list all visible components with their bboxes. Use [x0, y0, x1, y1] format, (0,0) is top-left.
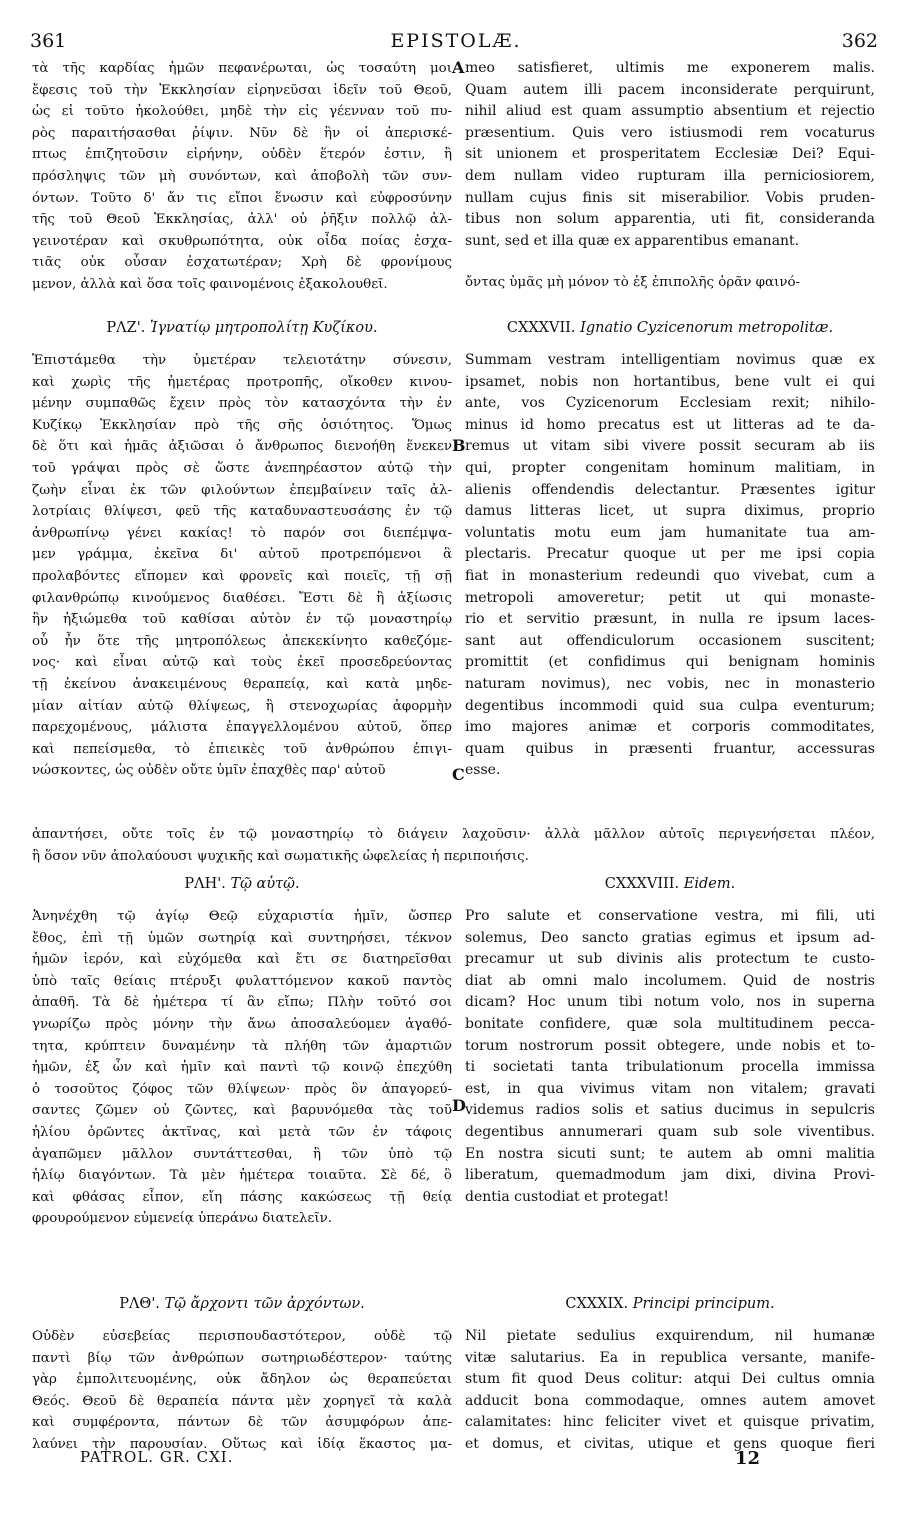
latin-title-137: CXXXVII. Ignatio Cyzicenorum metropolitæ.	[506, 320, 834, 336]
text-line: ζωὴν εἶναι ἐκ τῶν φιλούντων ἐπεμβαίνειν ταῖς ἀλ-	[32, 482, 452, 498]
greek-continuation-1: ὄντας ὑμᾶς μὴ μόνον τὸ ἐξ ἐπιπολῆς ὁρᾶν φαινό-	[465, 275, 801, 290]
text-line: sant aut offendiculorum occasionem suscitent;	[465, 632, 875, 649]
text-line: καὶ πεπείσμεθα, τὸ ἐπιεικὲς τοῦ ἀνθρώπου ἐπιγι-	[32, 741, 452, 757]
text-line: est, in qua vivimus vitam non vitalem; gravati	[465, 1080, 875, 1097]
text-line: imo majores animæ et corporis commoditates,	[465, 719, 875, 736]
text-line: ὡς εἰ τοῦτο ἠκολούθει, μηδὲ τὴν εἰς γέενναν τοῦ πυ-	[32, 104, 452, 120]
greek-text-139	[32, 1326, 452, 1456]
greek-title-137: ΡΛΖ'. Ἰγνατίῳ μητροπολίτῃ Κυζίκου.	[106, 320, 378, 336]
text-line: ἡλίῳ διαγόντων. Τὰ μὲν ἡμέτερα τοιαῦτα. Σὲ δέ, ὃ	[32, 1168, 452, 1184]
latin-title-138: CXXXVIII. Eidem.	[604, 876, 736, 892]
text-line: λοτρίαις θλίψεσι, φεῦ τῆς καταδυναστευσάσης ἐν τῷ	[32, 504, 452, 520]
greek-title-139: ΡΛΘ'. Τῷ ἄρχοντι τῶν ἀρχόντων.	[119, 1296, 365, 1312]
text-line: fiat in monasterium redeundi quo vivebat, cum a	[465, 567, 875, 584]
text-line: nihil aliud est quam assumptio absentium et rejectio	[465, 103, 875, 120]
text-line: ρὸς παραιτήσασθαι ῥίψιν. Νῦν δὲ ἣν οἱ ἀπερισκέ-	[32, 125, 452, 141]
text-line: Θεός. Θεοῦ δὲ θεραπεία πάντα μὲν χορηγεῖ τὰ καλὰ	[32, 1393, 452, 1409]
text-line: nullam cujus finis sit miserabilior. Vobis pruden-	[465, 189, 875, 206]
text-line: plectaris. Precatur quoque ut per me ipsi copia	[465, 546, 875, 563]
latin-text-block-1	[465, 58, 875, 252]
text-line: dem nullam video rupturam illa perniciosiorem,	[465, 167, 875, 184]
text-line: τῆς τοῦ Θεοῦ Ἐκκλησίας, ἀλλ' οὐ ῥῆξιν πολλῷ ἀλ-	[32, 212, 452, 228]
text-line: dentia custodiat et protegat!	[465, 1188, 670, 1205]
footer-signature: PATROL. GR. CXI.	[80, 1448, 234, 1466]
text-line: μένην συμπαθῶς ἔχειν πρὸς τὸν κατασχόντα τὴν ἐν	[32, 396, 452, 412]
text-line: Οὐδὲν εὐσεβείας περισπουδαστότερον, οὐδὲ τῷ	[32, 1329, 452, 1344]
text-line: precamur ut sub divinis alis protectum te custo-	[465, 951, 875, 968]
text-line: calamitates: hinc feliciter vivet et quisque privatim,	[465, 1414, 875, 1431]
greek-text-137	[32, 350, 452, 782]
text-line: οὗ ἦν ὅτε τῆς μητροπόλεως ἀπεκεκίνητο καθεζόμε-	[32, 633, 452, 649]
text-line: ἔθος, ἐπὶ τῇ ὑμῶν σωτηρίᾳ καὶ συντηρήσει, τέκνον	[32, 930, 452, 946]
text-line: alienis offendendis delectantur. Præsentes igitur	[465, 481, 875, 498]
text-line: dicam? Hoc unum tibi notum volo, nos in superna	[465, 994, 875, 1011]
text-line: Nil pietate sedulius exquirendum, nil humanæ	[465, 1328, 875, 1344]
latin-title-139: CXXXIX. Principi principum.	[565, 1296, 775, 1312]
text-line: videmus radios solis et satius ducimus in sepulcris	[465, 1102, 875, 1119]
text-line: τοῦ γράψαι πρὸς σὲ ὥστε ἀνεπηρέαστον αὐτῷ τὴν	[32, 460, 452, 476]
text-line: σαντες ζῶμεν οὐ ζῶντες, καὶ βαρυνόμεθα τὰς τοῦ	[32, 1103, 452, 1119]
text-line: esse.	[465, 762, 501, 779]
text-line: minus id homo precatus est ut litteras ad te da-	[465, 416, 875, 433]
text-line: remus ut vitam sibi vivere possit securam ab iis	[465, 438, 875, 455]
text-line: τὰ τῆς καρδίας ἡμῶν πεφανέρωται, ὡς τοσαύτη μοι	[32, 61, 452, 76]
page-number-left: 361	[30, 30, 67, 52]
text-line: Κυζίκῳ Ἐκκλησίαν πρὸ τῆς σῆς ὁσιότητος. Ὅμως	[32, 417, 452, 433]
text-line: καὶ συμφέροντα, πάντων δὲ τῶν ἀσυμφόρων ἀπε-	[32, 1415, 452, 1431]
text-line: ἣν ἠξιώμεθα τοῦ καθίσαι αὐτὸν ἐν τῷ μοναστηρίῳ	[32, 612, 452, 628]
text-line: πρόσληψις τῶν μὴ συνόντων, καὶ ἀποβολὴ τῶν συν-	[32, 168, 452, 184]
text-line: stum fit quod Deus colitur: atqui Dei cultus omnia	[465, 1371, 875, 1388]
text-line: φρουρούμενον εὐμενείᾳ ὑπεράνω διατελεῖν.	[32, 1211, 332, 1227]
margin-letter-d: D	[452, 1096, 466, 1115]
margin-letter-c: C	[452, 765, 465, 784]
text-line: sunt, sed et illa quæ ex apparentibus emanant.	[465, 232, 800, 249]
text-line: promittit (et confidimus qui benignam hominis	[465, 654, 875, 671]
text-line: diat ab omni malo incolumem. Quid de nostris	[465, 972, 875, 989]
text-line: δὲ ὅτι καὶ ἡμᾶς ἀξιῶσαι ὁ ἄνθρωπος διενοήθη ἕνεκεν	[32, 439, 452, 455]
greek-text-138	[32, 906, 452, 1230]
text-line: meo satisfieret, ultimis me exponerem malis.	[465, 60, 875, 76]
text-line: παρεχομένους, μάλιστα ἐπαγγελλομένου αὐτοῦ, ὅπερ	[32, 720, 452, 736]
margin-letter-a: A	[452, 58, 465, 77]
text-line: qui, propter congenitam hominum malitiam, in	[465, 459, 875, 476]
text-line: solemus, Deo sancto gratias egimus et ipsum ad-	[465, 929, 875, 946]
text-line: En nostra sicuti sunt; te autem ab omni malitia	[465, 1145, 875, 1162]
text-line: degentibus incommodi quid sua culpa eventurum;	[465, 697, 875, 714]
text-line: quam quibus in præsenti fruantur, accessuras	[465, 740, 875, 757]
text-line: τητα, κρύπτειν δυναμένην τὰ πλήθη τῶν ἁμαρτιῶν	[32, 1038, 452, 1054]
text-line: καὶ χωρὶς τῆς ἡμετέρας προτροπῆς, οἴκοθεν κινου-	[32, 374, 452, 390]
text-line: ipsamet, nobis non hortantibus, bene vult ei qui	[465, 373, 875, 390]
text-line: ti societati tanta tribulationum procella immissa	[465, 1059, 875, 1076]
latin-text-137	[465, 350, 875, 782]
text-line: ἀγαπῶμεν μᾶλλον συντάττεσθαι, ἢ τῶν ὑπὸ τῷ	[32, 1146, 452, 1162]
text-line: Quam autem illi pacem inconsiderate perquirunt,	[465, 81, 875, 98]
text-line: Pro salute et conservatione vestra, mi fili, uti	[465, 908, 875, 924]
text-line: naturam novimus), nec vobis, nec in monasterio	[465, 675, 875, 692]
text-line: ὑπὸ ταῖς θείαις πτέρυξι φυλαττόμενον κακοῦ παντὸς	[32, 973, 452, 989]
text-line: παντὶ βίῳ τῶν ἀνθρώπων σωτηριωδέστερον· ταύτης	[32, 1350, 452, 1366]
page-number-right: 362	[841, 30, 878, 52]
text-line: προλαβόντες εἴπομεν καὶ φρονεῖς καὶ ποιεῖς, τῇ σῇ	[32, 568, 452, 584]
text-line: ἀπαθῆ. Τὰ δὲ ἡμέτερα τί ἂν εἴπω; Πλὴν τοῦτό σοι	[32, 995, 452, 1011]
text-line: voluntatis motu eum jam humanitate tua am-	[465, 524, 875, 541]
text-line: torum nostrorum possit obtegere, unde nobis et to-	[465, 1037, 875, 1054]
text-line: γὰρ ἐμπολιτευομένης, οὐκ ἄδηλον ὡς θεραπεύεται	[32, 1372, 452, 1388]
text-line: metropoli amoveretur; petit ut qui monaste-	[465, 589, 875, 606]
latin-text-138	[465, 906, 875, 1208]
text-line: νος· καὶ εἶναι αὐτῷ καὶ τοὺς ἐκεῖ προσεδρεύοντας	[32, 655, 452, 671]
text-line: τιᾶς οὐκ οὖσαν ἐσχατωτέραν; Χρὴ δὲ φρονίμους	[32, 255, 452, 271]
text-line: τῇ ἐκείνου ἀνακειμένους θεραπείᾳ, καὶ κατὰ μηδε-	[32, 676, 452, 692]
text-line: μενον, ἀλλὰ καὶ ὅσα τοῖς φαινομένοις ἐξακολουθεῖ.	[32, 276, 388, 292]
text-line: πτως ἐπιζητοῦσιν εἰρήνην, οὐδὲν ἕτερόν ἐστιν, ἢ	[32, 147, 452, 163]
running-head: EPISTOLÆ.	[390, 30, 522, 52]
text-line: Ἐπιστάμεθα τὴν ὑμετέραν τελειοτάτην σύνεσιν,	[32, 353, 452, 368]
text-line: μεν γράμμα, ἐκεῖνα δι' αὐτοῦ προτρεπόμενοι ἃ	[32, 547, 452, 563]
greek-title-138: ΡΛΗ'. Τῷ αὐτῷ.	[184, 876, 300, 892]
text-line: όντων. Τοῦτο δ' ἄν τις εἴποι ἕνωσιν καὶ εὐφροσύνην	[32, 190, 452, 206]
text-line: καὶ φθάσας εἶπον, εἴη πάσης κακώσεως τῇ θείᾳ	[32, 1189, 452, 1205]
text-line: Ἀνηνέχθη τῷ ἁγίῳ Θεῷ εὐχαριστία ἡμῖν, ὥσπερ	[32, 909, 452, 924]
text-line: degentibus annumerari quam sub sole viventibus.	[465, 1123, 875, 1140]
text-line: ante, vos Cyzicenorum Ecclesiam rexit; nihilo-	[465, 395, 875, 412]
text-line: vitæ salutarius. Ea in republica versante, manife-	[465, 1349, 875, 1366]
text-line: rio et servitio præsunt, in nulla re ipsum laces-	[465, 611, 875, 628]
text-line: μίαν αἰτίαν αὐτῷ θλίψεως, ἢ στενοχωρίας ἀφορμὴν	[32, 698, 452, 714]
text-line: γνωρίζω πρὸς μόνην τὴν ἄνω ἀποσαλεύομεν ἀγαθό-	[32, 1016, 452, 1032]
footer-sheet-number: 12	[735, 1448, 761, 1469]
text-line: ἡμῶν, ἐξ ὧν καὶ ἡμῖν καὶ παντὶ τῷ κοινῷ ἐπεχύθη	[32, 1060, 452, 1076]
text-line: sit unionem et prosperitatem Ecclesiæ Dei? Equi-	[465, 146, 875, 163]
text-line: φιλανθρώπῳ κινούμενος διαθέσει. Ἔστι δὲ ἣ ἀξίωσις	[32, 590, 452, 606]
margin-letter-b: B	[452, 436, 466, 455]
latin-text-139	[465, 1326, 875, 1456]
greek-text-block-1	[32, 58, 452, 296]
text-line: λαύνει τὴν παρουσίαν. Οὕτως καὶ ἰδίᾳ ἕκαστος μα-	[32, 1436, 452, 1452]
text-line: ἡμῶν ἱερόν, καὶ εὐχόμεθα καὶ ἔτι σε διατηρεῖσθαι	[32, 952, 452, 968]
text-line: bonitate confidere, quæ sola multitudinem pecca-	[465, 1015, 875, 1032]
text-line: ἀνθρωπίνῳ γένει κακίας! τὸ παρόν σοι διεπέμψα-	[32, 525, 452, 541]
text-line: ἡλίου ὁρῶντες ἀκτῖνας, καὶ μετὰ τῶν ἐν τάφοις	[32, 1124, 452, 1140]
text-line: præsentium. Quis vero istiusmodi rem vocaturus	[465, 124, 875, 141]
text-line: damus litteras licet, ut supra diximus, proprio	[465, 503, 875, 520]
text-line: νώσκοντες, ὡς οὐδὲν οὔτε ὑμῖν ἐπαχθὲς παρ' αὐτοῦ	[32, 763, 386, 779]
text-line: γεινοτέραν καὶ σκυθρωπότητα, οὐκ οἶδα ποίας ἐσχα-	[32, 233, 452, 249]
greek-full-width-137: ἀπαντήσει, οὔτε τοῖς ἐν τῷ μοναστηρίῳ τὸ διάγειν λαχοῦσιν· ἀλλὰ μᾶλλον αὐτοῖς περιγενήσεται πλέον, ἢ ὅσον νῦν ἀπολαύουσι ψυχικῆς καὶ σωματικῆς ὠφελείας ἡ περιποιήσις.	[32, 827, 875, 864]
text-line: et domus, et civitas, utique et gens quoque fieri	[465, 1435, 875, 1452]
text-line: liberatum, quemadmodum jam dixi, divina Provi-	[465, 1167, 875, 1184]
text-line: adducit bona commodaque, omnes autem amovet	[465, 1392, 875, 1409]
text-line: tibus non solum apparentia, uti fit, consideranda	[465, 211, 875, 228]
text-line: ἔφεσις τοῦ τὴν Ἐκκλησίαν εἰρηνεῦσαι ἰδεῖν τοῦ Θεοῦ,	[32, 82, 452, 98]
text-line: ὁ τοσοῦτος ζόφος τῶν θλίψεων· πρὸς ὃν ἀπαγορεύ-	[32, 1081, 452, 1097]
text-line: Summam vestram intelligentiam novimus quæ ex	[465, 352, 875, 368]
